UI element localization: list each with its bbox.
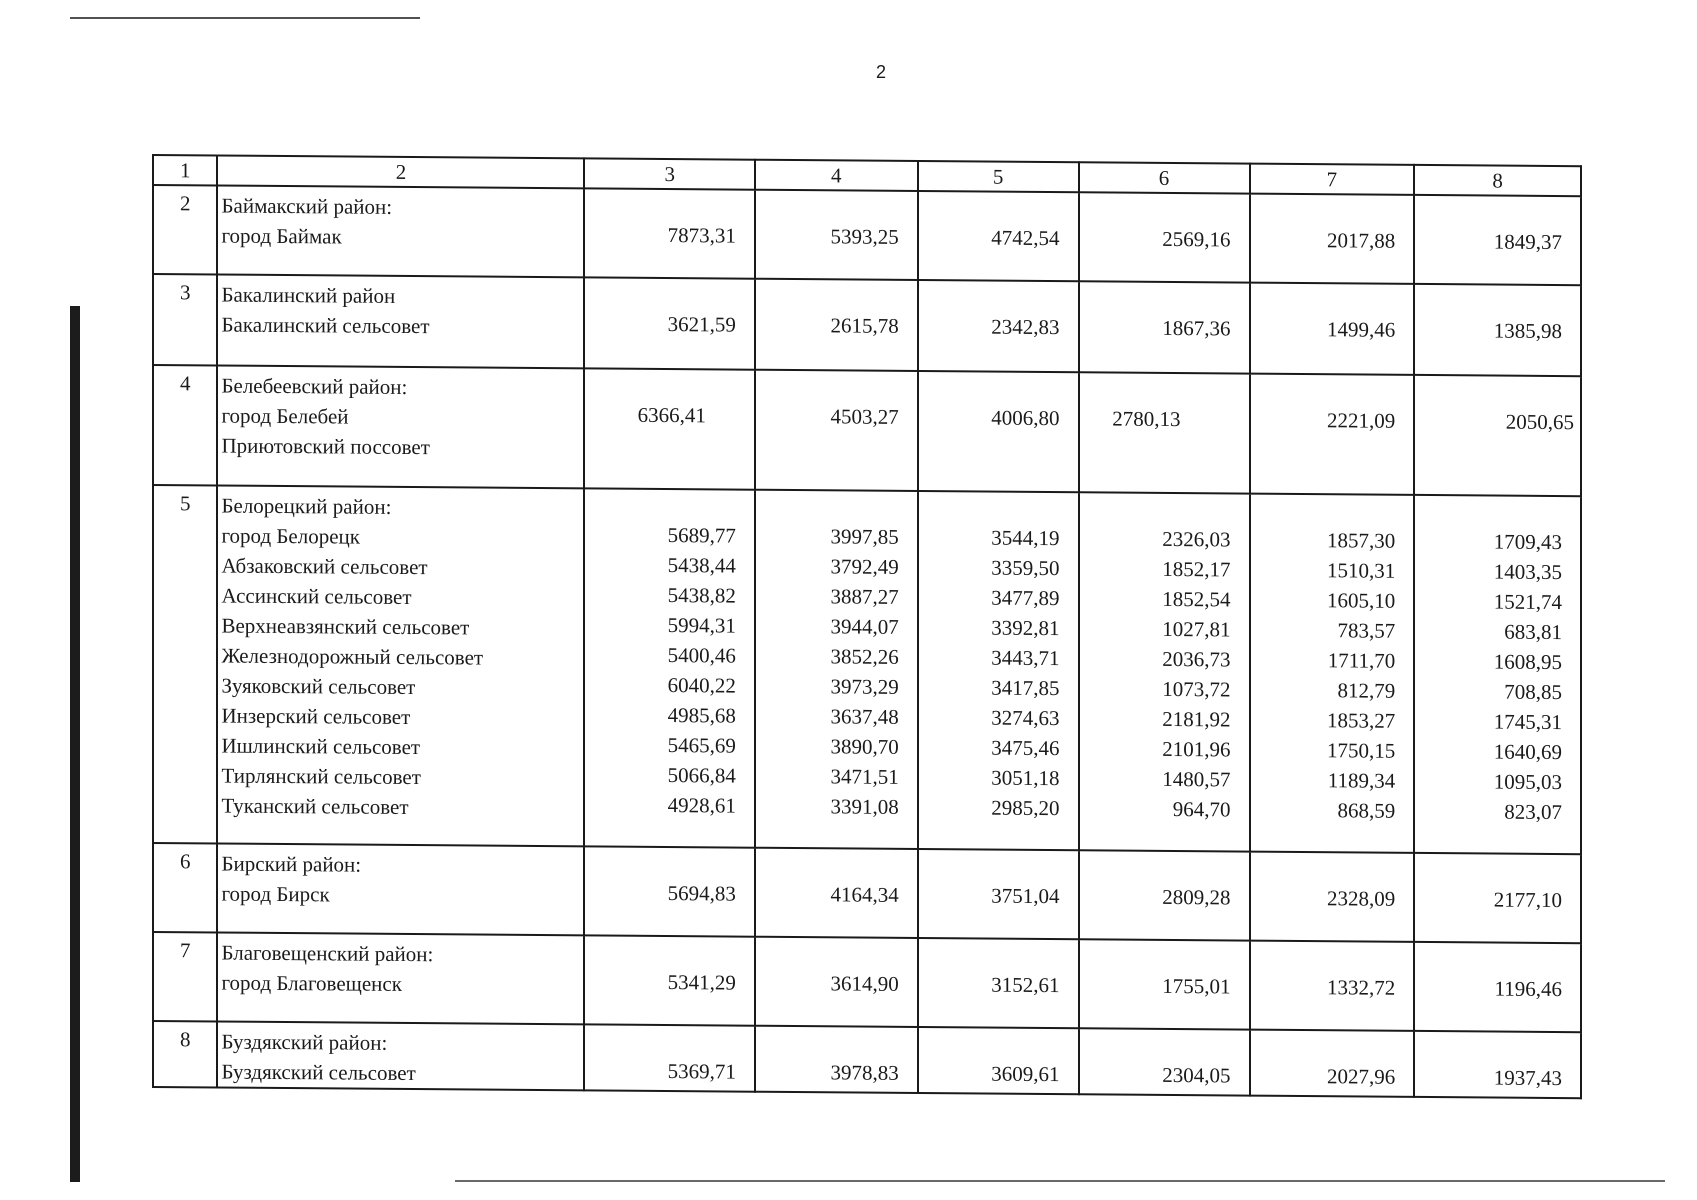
value: 3751,04 [991, 883, 1060, 909]
value-cell [755, 1026, 918, 1093]
value: 1640,69 [1493, 739, 1562, 765]
value: 2569,16 [1162, 226, 1231, 252]
value-cell [584, 188, 754, 278]
value: 3359,50 [991, 555, 1060, 581]
column-header: 6 [1079, 162, 1250, 193]
value-column [755, 490, 918, 849]
value: 1853,27 [1327, 708, 1396, 733]
value: 1095,03 [1493, 769, 1562, 795]
value: 3051,18 [991, 765, 1060, 791]
value: 1750,15 [1327, 738, 1396, 763]
value: 2101,96 [1162, 736, 1231, 762]
value-cell [918, 849, 1079, 939]
value-cell [755, 370, 918, 491]
value: 5341,29 [667, 970, 736, 995]
column-header: 8 [1414, 165, 1581, 196]
row-number: 5 [153, 485, 217, 844]
table-row [153, 485, 1581, 854]
value: 3417,85 [991, 675, 1060, 701]
value-cell [755, 279, 918, 371]
value: 3544,19 [991, 525, 1060, 551]
tariff-table [152, 154, 1582, 1099]
value-cell [1250, 852, 1415, 942]
value: 2177,10 [1493, 887, 1562, 913]
value-column [1250, 494, 1415, 853]
settlement-name: Туканский сельсовет [221, 793, 409, 820]
table-row [153, 185, 1581, 285]
value-cell [1079, 192, 1250, 282]
value: 3274,63 [991, 705, 1060, 731]
value: 1852,54 [1162, 586, 1231, 612]
value: 4985,68 [667, 703, 736, 728]
column-header: 4 [755, 160, 918, 191]
value: 2017,88 [1327, 228, 1396, 253]
value: 4503,27 [830, 404, 899, 429]
value: 2304,05 [1162, 1062, 1231, 1088]
value-cell [1250, 283, 1415, 375]
value-cell [584, 1024, 754, 1091]
value: 1403,35 [1493, 559, 1562, 585]
settlement-name: Железнодорожный сельсовет [221, 643, 484, 670]
value-cell [1414, 284, 1581, 376]
value: 3973,29 [830, 674, 899, 699]
value: 3637,48 [830, 704, 899, 729]
value-cell [1250, 374, 1415, 495]
value: 3614,90 [830, 971, 899, 996]
row-number: 7 [153, 932, 217, 1022]
value: 4928,61 [667, 793, 736, 818]
value-cell [755, 190, 918, 280]
settlement-name: город Благовещенск [221, 970, 402, 996]
value: 6040,22 [667, 673, 736, 698]
value: 5994,31 [667, 613, 736, 638]
value-cell [1250, 1030, 1415, 1097]
district-cell [217, 486, 584, 847]
value: 3887,27 [830, 584, 899, 609]
value: 1849,37 [1493, 229, 1562, 255]
value: 1196,46 [1494, 976, 1562, 1002]
value: 2221,09 [1327, 408, 1396, 433]
value: 3443,71 [991, 645, 1060, 671]
value: 1605,10 [1327, 588, 1396, 613]
settlement-name: Зуяковский сельсовет [221, 673, 416, 700]
table-row [153, 932, 1581, 1032]
value: 3609,61 [991, 1061, 1060, 1087]
value: 1027,81 [1162, 616, 1231, 642]
settlement-name: Ассинский сельсовет [221, 583, 412, 610]
value: 1755,01 [1162, 973, 1231, 999]
settlement-name: город Белебей [221, 403, 349, 429]
settlement-name: Верхнеавзянский сельсовет [221, 613, 470, 640]
value-cell [1414, 1031, 1581, 1098]
scan-edge-bar-left [70, 306, 80, 1182]
value: 1385,98 [1493, 318, 1562, 344]
column-header: 5 [918, 161, 1079, 192]
value: 3792,49 [830, 554, 899, 579]
value: 2342,83 [991, 314, 1060, 340]
value-column [1414, 495, 1581, 854]
value: 1852,17 [1162, 556, 1231, 582]
settlement-name: Абзаковский сельсовет [221, 553, 428, 580]
value: 1189,34 [1327, 768, 1396, 793]
value-cell [1079, 939, 1250, 1029]
value: 1745,31 [1493, 709, 1562, 735]
district-name: Буздякский район: [221, 1029, 388, 1055]
value: 1937,43 [1493, 1065, 1562, 1091]
value: 1521,74 [1493, 589, 1562, 615]
value: 3471,51 [830, 764, 899, 789]
value: 5438,82 [667, 583, 736, 608]
value: 1510,31 [1327, 558, 1396, 583]
value-cell [584, 368, 754, 489]
value: 5465,69 [667, 733, 736, 758]
value: 1332,72 [1327, 975, 1396, 1000]
value-cell [584, 277, 754, 369]
page-number: 2 [876, 62, 887, 82]
value: 3621,59 [667, 312, 736, 337]
value-cell [918, 371, 1079, 492]
value: 1480,57 [1162, 766, 1231, 792]
district-cell [217, 366, 584, 489]
value: 5369,71 [667, 1059, 736, 1084]
value-cell [918, 191, 1079, 281]
value-column [1079, 492, 1250, 851]
settlement-name: Тирлянский сельсовет [221, 763, 421, 790]
value: 3997,85 [830, 524, 899, 549]
settlement-name: Ишлинский сельсовет [221, 733, 421, 760]
row-number: 2 [153, 185, 217, 275]
value: 1608,95 [1493, 649, 1562, 675]
value-cell [1079, 281, 1250, 373]
value: 2036,73 [1162, 646, 1231, 672]
settlement-name: город Белорецк [221, 523, 360, 549]
value: 3475,46 [991, 735, 1060, 761]
district-cell [217, 275, 584, 369]
value: 1857,30 [1327, 528, 1396, 553]
value: 4742,54 [991, 225, 1060, 251]
value: 2328,09 [1327, 886, 1396, 911]
value: 1867,36 [1162, 315, 1231, 341]
value: 3978,83 [830, 1060, 899, 1085]
value-cell [918, 938, 1079, 1028]
value-cell [1079, 372, 1250, 493]
column-header: 3 [584, 158, 754, 189]
value: 868,59 [1337, 798, 1396, 823]
value: 2027,96 [1327, 1064, 1396, 1089]
value: 812,79 [1337, 678, 1396, 703]
value: 1709,43 [1493, 529, 1562, 555]
settlement-name: Бакалинский сельсовет [221, 312, 430, 339]
value: 2326,03 [1162, 526, 1231, 552]
district-name: Белебеевский район: [221, 373, 408, 400]
value-cell [755, 937, 918, 1027]
table-row [153, 843, 1581, 943]
value-cell [584, 935, 754, 1025]
value: 7873,31 [667, 223, 736, 248]
value-cell [1250, 941, 1415, 1031]
value: 6366,41 [637, 402, 706, 428]
district-name: Баймакский район: [221, 193, 393, 219]
value: 2050,65 [1505, 409, 1574, 435]
district-cell [217, 1022, 584, 1091]
value: 1073,72 [1162, 676, 1231, 702]
district-name: Благовещенский район: [221, 940, 434, 967]
scan-edge-line-bottom [455, 1180, 1665, 1182]
value-cell [1414, 942, 1581, 1032]
value: 2809,28 [1162, 884, 1231, 910]
value: 1711,70 [1327, 648, 1396, 673]
district-cell [217, 186, 584, 278]
value: 3944,07 [830, 614, 899, 639]
value: 5689,77 [667, 523, 736, 548]
value: 783,57 [1337, 618, 1396, 643]
value: 708,85 [1504, 679, 1562, 705]
value: 3392,81 [991, 615, 1060, 641]
district-name: Белорецкий район: [221, 493, 392, 519]
row-number: 6 [153, 843, 217, 933]
value-cell [1079, 850, 1250, 940]
value-cell [1414, 195, 1581, 285]
value-cell [1250, 194, 1415, 284]
column-header: 2 [217, 156, 584, 189]
value: 2985,20 [991, 795, 1060, 821]
table-row [153, 365, 1581, 496]
settlement-name: Инзерский сельсовет [221, 703, 411, 730]
value-column [918, 491, 1079, 850]
value: 3477,89 [991, 585, 1060, 611]
value: 5438,44 [667, 553, 736, 578]
district-cell [217, 933, 584, 1025]
value: 964,70 [1172, 797, 1231, 822]
table-row [153, 274, 1581, 376]
value: 4164,34 [830, 882, 899, 907]
value: 5400,46 [667, 643, 736, 668]
column-header: 7 [1250, 164, 1415, 195]
settlement-name: Буздякский сельсовет [221, 1059, 416, 1086]
value-cell [1079, 1028, 1250, 1095]
value: 3152,61 [991, 972, 1060, 998]
row-number: 8 [153, 1021, 217, 1088]
value: 823,07 [1504, 799, 1562, 825]
district-cell [217, 844, 584, 936]
value: 1499,46 [1327, 317, 1396, 342]
value: 5393,25 [830, 224, 899, 249]
value: 2181,92 [1162, 706, 1231, 732]
value: 3890,70 [830, 734, 899, 759]
table-row [153, 1021, 1581, 1098]
value-cell [1414, 853, 1581, 943]
row-number: 4 [153, 365, 217, 486]
value-cell [918, 1027, 1079, 1094]
settlement-name: город Баймак [221, 223, 342, 249]
settlement-name: Приютовский поссовет [221, 433, 430, 460]
value: 3391,08 [830, 794, 899, 819]
value-cell [1414, 375, 1581, 496]
settlement-name: город Бирск [221, 881, 330, 907]
value: 2780,13 [1112, 406, 1181, 432]
value: 3852,26 [830, 644, 899, 669]
value: 683,81 [1504, 619, 1562, 645]
value-cell [755, 848, 918, 938]
column-header: 1 [153, 155, 217, 186]
scan-edge-line-top [70, 17, 420, 19]
value: 5066,84 [667, 763, 736, 788]
value: 4006,80 [991, 405, 1060, 431]
district-name: Бирский район: [221, 851, 362, 877]
value-column [584, 488, 754, 847]
value-cell [584, 846, 754, 936]
row-number: 3 [153, 274, 217, 366]
district-name: Бакалинский район [221, 282, 396, 308]
value: 5694,83 [667, 881, 736, 906]
value-cell [918, 280, 1079, 372]
value: 2615,78 [830, 313, 899, 338]
